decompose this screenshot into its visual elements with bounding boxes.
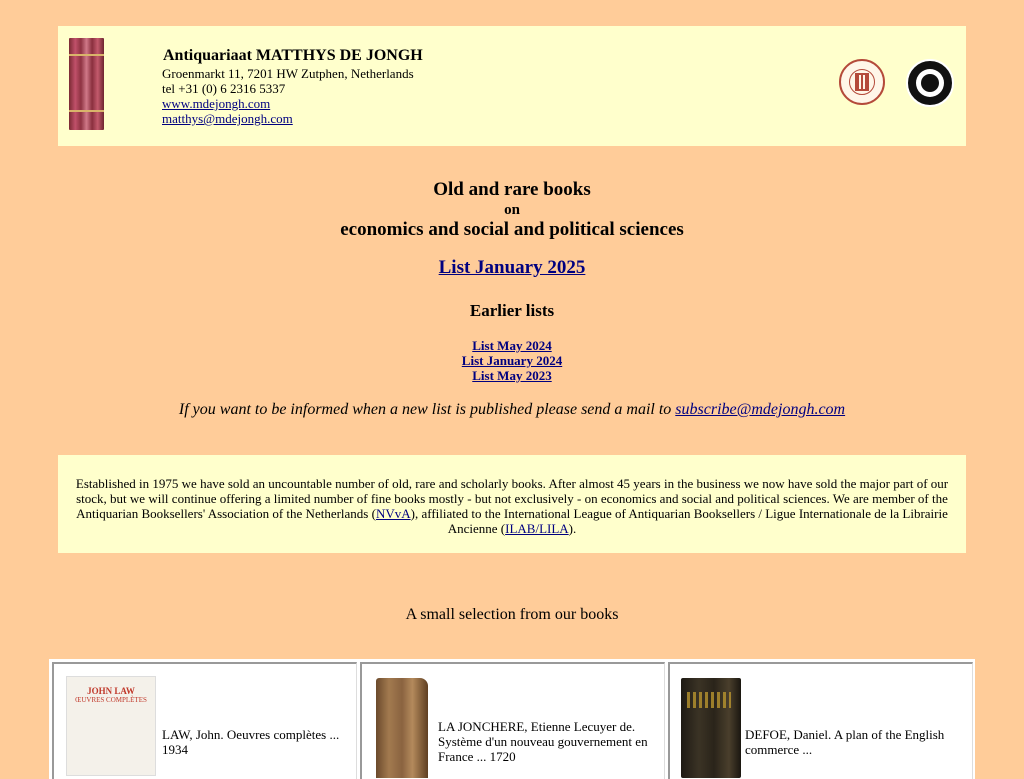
email-link[interactable]: matthys@mdejongh.com (162, 111, 293, 126)
earlier-list-link[interactable]: List May 2024 (472, 338, 552, 353)
earlier-list-link[interactable]: List May 2023 (472, 368, 552, 383)
page-subtitle: economics and social and political sciences (340, 219, 684, 240)
about-text-3: ). (568, 521, 577, 536)
about-text-1: Established in 1975 we have sold an uncountable number of old, rare and scholarly books. After almost 45 years in the business we now have sold the major part of our stock, but we will continue offering a limited number of fine books mostly - but not exclusively - on economics and social and political sciences. We are member of the Antiquarian Booksellers' Association of the Netherlands ( (75, 476, 949, 521)
earlier-lists (0, 338, 1024, 383)
page-title: Old and rare books (433, 179, 591, 200)
book-caption[interactable]: LAW, John. Oeuvres complètes ... 1934 (162, 727, 340, 757)
shop-header (58, 26, 966, 146)
ilab-logo[interactable] (906, 59, 954, 107)
earlier-lists-heading: Earlier lists (469, 301, 555, 320)
nvva-link[interactable]: NVvA (375, 506, 411, 521)
ilab-emblem-icon (921, 74, 939, 92)
shop-phone: tel +31 (0) 6 2316 5337 (162, 81, 286, 96)
nvva-logo[interactable] (839, 59, 885, 105)
book-cover-image[interactable] (376, 678, 428, 778)
shop-contact-info (162, 46, 423, 126)
book-caption[interactable]: LA JONCHERE, Etienne Lecuyer de. Système d'un nouveau gouvernement en France ... 1720 (438, 719, 648, 764)
book-cover-image[interactable] (681, 678, 741, 778)
book-card[interactable] (360, 662, 665, 779)
website-link[interactable]: www.mdejongh.com (162, 96, 271, 111)
book-caption[interactable]: DEFOE, Daniel. A plan of the English commerce ... (745, 727, 945, 757)
cover-title: ŒUVRES COMPLÈTES (75, 696, 147, 704)
subscribe-email-link[interactable]: subscribe@mdejongh.com (675, 401, 846, 418)
shop-name: Antiquariaat MATTHYS DE JONGH (163, 47, 423, 64)
about-text-2: ), affiliated to the International League of Antiquarian Booksellers / Ligue Internationale de la Librairie Ancienne ( (410, 506, 948, 536)
book-cover-image[interactable] (66, 676, 156, 776)
shop-address: Groenmarkt 11, 7201 HW Zutphen, Netherlands (162, 66, 414, 81)
book-spines-image (69, 38, 104, 130)
book-card[interactable] (52, 662, 357, 779)
ilab-link[interactable]: ILAB/LILA (505, 521, 569, 536)
cover-author: JOHN LAW (87, 686, 135, 696)
book-selection-gallery (49, 659, 975, 779)
selection-heading: A small selection from our books (405, 606, 619, 623)
current-list-link[interactable]: List January 2025 (438, 257, 586, 278)
nvva-shield-icon (855, 73, 869, 91)
subscribe-note (0, 400, 1024, 420)
subscribe-text: If you want to be informed when a new list is published please send a mail to (178, 401, 676, 418)
about-box (58, 455, 966, 553)
current-list-heading (0, 257, 1024, 279)
page-title-on: on (504, 202, 520, 218)
book-card[interactable] (668, 662, 973, 779)
earlier-list-link[interactable]: List January 2024 (461, 353, 563, 368)
